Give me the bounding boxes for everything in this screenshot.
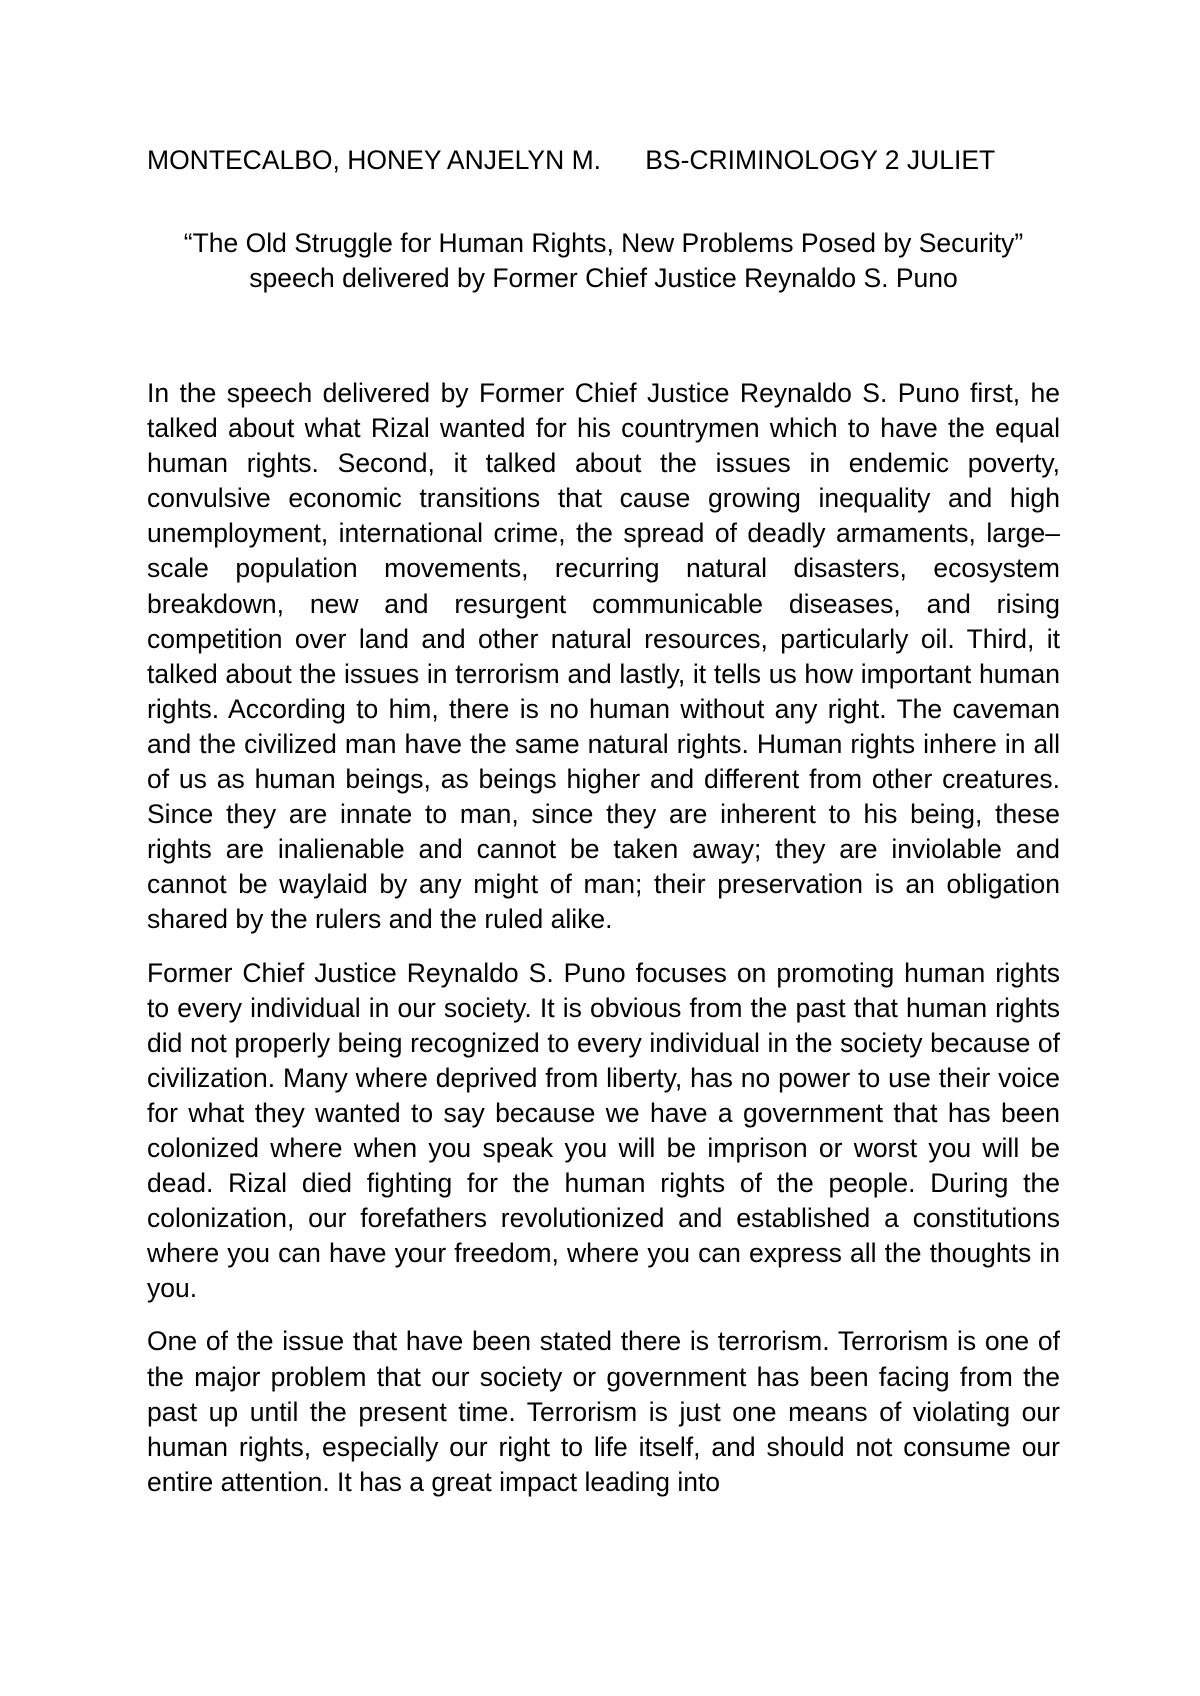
course-section: BS-CRIMINOLOGY 2 JULIET <box>645 145 996 175</box>
document-header <box>147 140 1060 180</box>
student-name: MONTECALBO, HONEY ANJELYN M. <box>147 145 602 175</box>
body-paragraph-2: Former Chief Justice Reynaldo S. Puno focuses on promoting human rights to every individual in our society. It is obvious from the past that human rights did not properly being recognized to every individual in the society because of civilization. Many where deprived from liberty, has no power to use their voice for what they wanted to say because we have a government that has been colonized where when you speak you will be imprison or worst you will be dead. Rizal died fighting for the human rights of the people. During the colonization, our forefathers revolutionized and established a constitutions where you can have your freedom, where you can express all the thoughts in you. <box>147 957 1060 1304</box>
body-paragraph-1: In the speech delivered by Former Chief Justice Reynaldo S. Puno first, he talked about what Rizal wanted for his countrymen which to have the equal human rights. Second, it talked about the issues in endemic poverty, convulsive economic transitions that cause growing inequality and high unemployment, international crime, the spread of deadly armaments, large–scale population movements, recurring natural disasters, ecosystem breakdown, new and resurgent communicable diseases, and rising competition over land and other natural resources, particularly oil. Third, it talked about the issues in terrorism and lastly, it tells us how important human rights. According to him, there is no human without any right. The caveman and the civilized man have the same natural rights. Human rights inhere in all of us as human beings, as beings higher and different from other creatures. Since they are innate to man, since they are inherent to his being, these rights are inalienable and cannot be taken away; they are inviolable and cannot be waylaid by any might of man; their preservation is an obligation shared by the rulers and the ruled alike. <box>147 378 1060 935</box>
title-line-1: “The Old Struggle for Human Rights, New Problems Posed by Security” <box>183 228 1024 258</box>
header-spacer <box>601 145 645 175</box>
body-paragraph-3: One of the issue that have been stated there is terrorism. Terrorism is one of the major problem that our society or government has been facing from the past up until the present time. Terrorism is just one means of violating our human rights, especially our right to life itself, and should not consume our entire attention. It has a great impact leading into <box>147 1326 1060 1497</box>
document-title <box>147 226 1060 296</box>
document-content <box>147 140 1060 1500</box>
title-line-2: speech delivered by Former Chief Justice Reynaldo S. Puno <box>249 263 958 293</box>
